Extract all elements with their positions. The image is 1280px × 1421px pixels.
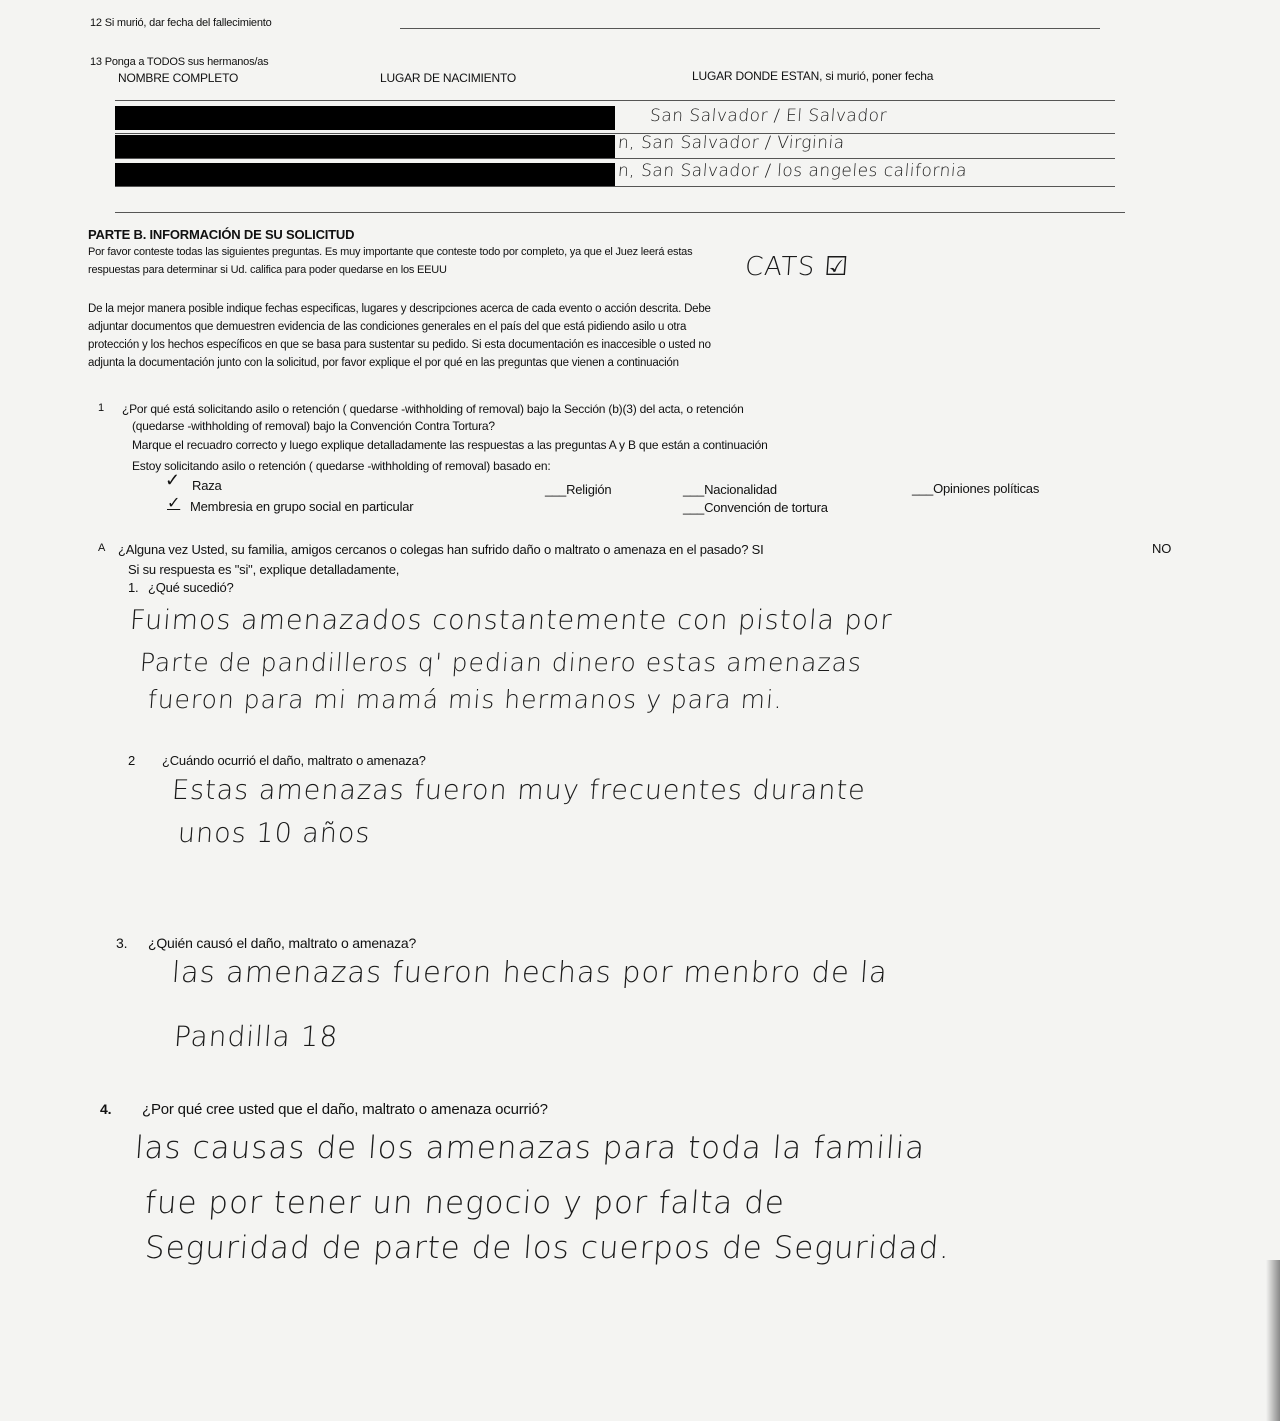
page-edge-shadow xyxy=(1266,1260,1280,1421)
option-convencion-label: Convención de tortura xyxy=(704,500,828,515)
col-lugar-donde-estan: LUGAR DONDE ESTAN, si murió, poner fecha xyxy=(692,69,934,83)
q-a1-question: ¿Qué sucedió? xyxy=(148,580,234,595)
qa-letter: A xyxy=(98,542,106,554)
answer-a2-line: unos 10 años xyxy=(176,818,372,849)
q-a2-number: 2 xyxy=(128,753,136,768)
instructions-line: adjuntar documentos que demuestren evidencia de las condiciones generales en el país del que está pidiendo asilo u otra xyxy=(88,321,687,333)
option-religion[interactable]: ___Religión xyxy=(545,482,612,497)
q1-text: ¿Por qué está solicitando asilo o retención ( quedarse -withholding of removal) bajo la Sección (b)(3) del acta, o retención xyxy=(122,402,744,416)
answer-a4-line: fue por tener un negocio y por falta de xyxy=(143,1185,787,1221)
sibling-row-1: San Salvador / El Salvador xyxy=(649,106,888,126)
row-line xyxy=(115,133,1115,134)
sibling-row-3: n, San Salvador / los angeles california xyxy=(617,161,968,181)
col-nombre: NOMBRE COMPLETO xyxy=(118,71,239,85)
q1-number: 1 xyxy=(98,402,104,414)
row-line xyxy=(115,158,1115,159)
col-lugar-nacimiento: LUGAR DE NACIMIENTO xyxy=(380,71,516,85)
qa-sub: Si su respuesta es "si", explique detalladamente, xyxy=(128,562,400,577)
redaction-bar xyxy=(115,163,615,187)
q-a3-question: ¿Quién causó el daño, maltrato o amenaza? xyxy=(148,935,417,951)
answer-a4-line: Seguridad de parte de los cuerpos de Seguridad. xyxy=(143,1230,952,1266)
cats-note: CATS ☑ xyxy=(743,252,850,282)
q12-answer-line xyxy=(400,28,1100,29)
q-a4-question: ¿Por qué cree usted que el daño, maltrato o amenaza ocurrió? xyxy=(142,1101,548,1118)
instructions-line: adjunta la documentación junto con la solicitud, por favor explique el por qué en las preguntas que vienen a continuación xyxy=(88,357,679,369)
answer-a2-line: Estas amenazas fueron muy frecuentes durante xyxy=(170,775,867,806)
qa-question: ¿Alguna vez Usted, su familia, amigos cercanos o colegas han sufrido daño o maltrato o amenaza en el pasado? SI xyxy=(118,542,764,557)
option-opiniones-label: Opiniones políticas xyxy=(933,481,1040,496)
parte-b-intro: respuestas para determinar si Ud. califica para poder quedarse en los EEUU xyxy=(88,264,447,276)
sibling-row-2: n, San Salvador / Virginia xyxy=(617,133,846,153)
row-line xyxy=(115,186,1115,187)
parte-b-intro: Por favor conteste todas las siguientes preguntas. Es muy importante que conteste todo por completo, ya que el Juez leerá estas xyxy=(88,246,693,258)
section-divider xyxy=(115,212,1125,213)
option-religion-label: Religión xyxy=(566,482,612,497)
q12-label: 12 Si murió, dar fecha del fallecimiento xyxy=(90,17,272,29)
answer-a1-line: Fuimos amenazados constantemente con pistola por xyxy=(128,605,894,636)
option-nacionalidad[interactable]: ___Nacionalidad xyxy=(683,482,777,497)
answer-a3-line: las amenazas fueron hechas por menbro de la xyxy=(170,955,890,989)
instructions-line: protección y los hechos específicos en que se basa para sustentar su pedido. Si esta documentación es inaccesible o usted no xyxy=(88,339,711,351)
option-opiniones[interactable]: ___Opiniones políticas xyxy=(912,481,1040,496)
answer-a4-line: las causas de los amenazas para toda la familia xyxy=(133,1130,927,1166)
redaction-bar xyxy=(115,106,615,130)
q1-text: Estoy solicitando asilo o retención ( quedarse -withholding of removal) basado en: xyxy=(132,459,551,473)
answer-a1-line: Parte de pandilleros q' pedian dinero estas amenazas xyxy=(138,648,864,677)
option-nacionalidad-label: Nacionalidad xyxy=(704,482,777,497)
q-a4-number: 4. xyxy=(100,1101,112,1117)
q-a2-question: ¿Cuándo ocurrió el daño, maltrato o amenaza? xyxy=(162,753,426,768)
answer-a1-line: fueron para mi mamá mis hermanos y para mi. xyxy=(146,685,784,714)
q1-text: (quedarse -withholding of removal) bajo la Convención Contra Tortura? xyxy=(132,419,495,433)
answer-a3-line: Pandilla 18 xyxy=(172,1020,340,1053)
redaction-bar xyxy=(115,135,615,159)
option-raza: Raza xyxy=(192,478,222,493)
q-a3-number: 3. xyxy=(116,935,128,951)
q13-label: 13 Ponga a TODOS sus hermanos/as xyxy=(90,56,269,68)
option-convencion[interactable]: ___Convención de tortura xyxy=(683,500,828,515)
instructions-line: De la mejor manera posible indique fechas especificas, lugares y descripciones acerca de cada evento o acción descrita. Debe xyxy=(88,303,711,315)
parte-b-title: PARTE B. INFORMACIÓN DE SU SOLICITUD xyxy=(88,227,355,242)
q1-text: Marque el recuadro correcto y luego explique detalladamente las respuestas a las preguntas A y B que están a continuación xyxy=(132,438,768,452)
q-a1-number: 1. xyxy=(128,580,139,595)
raza-check[interactable]: ✓ xyxy=(165,470,180,490)
qa-no: NO xyxy=(1152,541,1172,556)
option-membresia: Membresia en grupo social en particular xyxy=(190,499,414,514)
row-line xyxy=(115,100,1115,101)
membresia-check[interactable]: ✓ xyxy=(167,495,181,512)
